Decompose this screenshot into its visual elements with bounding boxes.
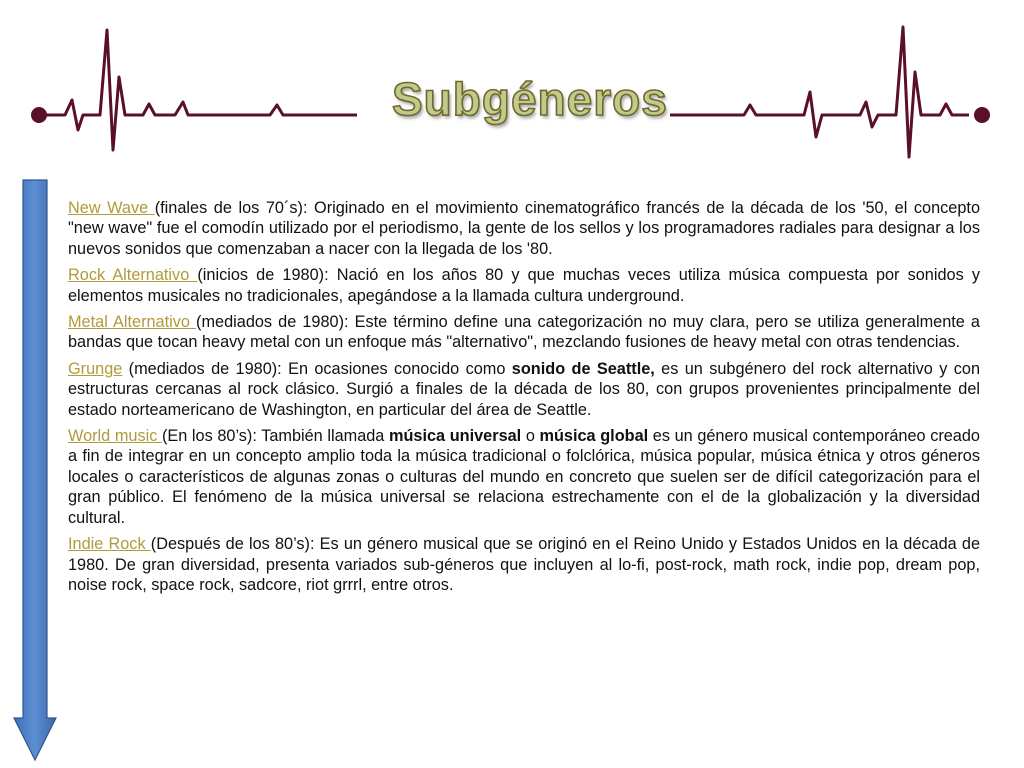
heartbeat-left-icon [25, 22, 365, 162]
list-item [68, 198, 980, 259]
item-text: (En los 80’s): También llamada [161, 427, 389, 446]
link-indie-rock[interactable]: Indie Rock [68, 535, 151, 554]
item-text: (mediados de 1980): Este término define una categorización no muy clara, pero se utiliza generalmente a bandas que tocan heavy metal con un enfoque más "alternativo", mezclando fusiones de heavy metal con otras tendencias. [68, 313, 980, 352]
item-text: (Después de los 80’s): Es un género musical que se originó en el Reino Unido y Estados Unidos en la década de 1980. De gran diversidad, presenta variados sub-géneros que incluyen al lo-fi, post-rock, math rock, indie pop, dream pop, noise rock, space rock, sadcore, riot grrrl, entre otros. [68, 535, 980, 594]
item-text: (mediados de 1980): En ocasiones conocido como [122, 359, 512, 378]
item-text: o [521, 427, 540, 446]
item-text: es un género musical contemporáneo creado a fin de integrar en un concepto amplio toda la música tradicional o folclórica, música popular, música étnica y otros géneros locales o característicos de algunas zonas o culturas del mundo en concreto que suelen ser de difícil categorización para el gran público. El fenómeno de la música universal se relaciona estrechamente con el de la globalización y la diversidad cultural. [68, 427, 980, 527]
page-title: Subgéneros [392, 73, 668, 125]
link-new-wave[interactable]: New Wave [68, 199, 155, 217]
subgenre-list [68, 198, 980, 601]
list-item [68, 534, 980, 595]
link-rock-alternativo[interactable]: Rock Alternativo [68, 266, 198, 285]
link-grunge[interactable]: Grunge [68, 359, 123, 378]
down-arrow-icon [12, 178, 58, 763]
link-metal-alternativo[interactable]: Metal Alternativo [68, 313, 197, 332]
list-item [68, 426, 980, 528]
list-item [68, 359, 980, 420]
item-text: (finales de los 70´s): Originado en el movimiento cinematográfico francés de la década de los '50, el concepto "new wave" fue el comodín utilizado por el periodismo, la gente de los sellos y los programadores radiales para designar a los nuevos sonidos que comenzaban a nacer con la llegada de los '80. [68, 199, 980, 258]
list-item [68, 265, 980, 306]
item-bold-text: música universal [388, 427, 522, 446]
list-item [68, 312, 980, 353]
item-bold-text: sonido de Seattle, [511, 359, 655, 378]
heartbeat-right-icon [664, 22, 1004, 162]
item-text: es un subgénero del rock alternativo y con estructuras cercanas al rock clásico. Surgió a finales de la década de los 80, con grupos provenientes principalmente del estado norteamericano de Washington, en particular del área de Seattle. [68, 359, 980, 419]
item-bold-text: música global [539, 427, 649, 446]
item-text: (inicios de 1980): Nació en los años 80 y que muchas veces utiliza música compuesta por sonidos y elementos musicales no tradicionales, apegándose a la llamada cultura underground. [68, 266, 980, 305]
link-world-music[interactable]: World music [68, 427, 162, 446]
